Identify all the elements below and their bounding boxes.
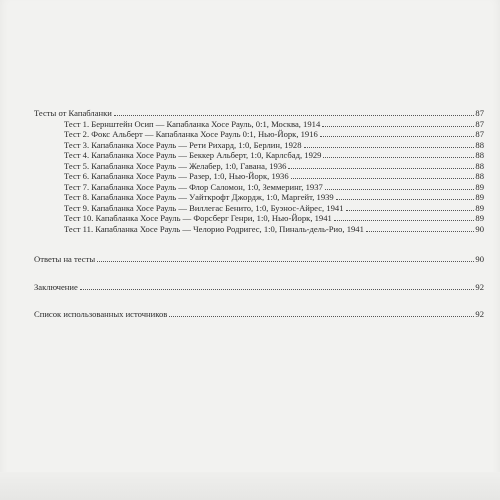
- toc-entry-page: 89: [475, 192, 484, 202]
- toc-entry-title: Тест 6. Капабланка Хосе Рауль — Разер, 1:0, Нью-Йорк, 1936: [64, 171, 289, 181]
- toc-entry-title: Тест 10. Капабланка Хосе Рауль — Форсберг Генри, 1:0, Нью-Йорк, 1941: [64, 213, 332, 223]
- toc-entry-page: 88: [475, 139, 484, 150]
- toc-entry-title: Заключение: [34, 281, 78, 292]
- toc-entry-page: 90: [475, 254, 484, 264]
- toc-entry-page: 89: [475, 213, 484, 223]
- toc-entry-page: 88: [475, 150, 484, 160]
- toc-entry-title: Тест 5. Капабланка Хосе Рауль — Желабер, 1:0, Гавана, 1936: [64, 160, 287, 171]
- toc-entry-title: Тест 1. Бернштейн Осип — Капабланка Хосе Рауль, 0:1, Москва, 1914: [64, 118, 321, 129]
- dot-leader: [114, 115, 475, 116]
- table-of-contents: [34, 108, 484, 320]
- toc-entry-sources: [34, 309, 484, 320]
- toc-entry-title: Тест 11. Капабланка Хосе Рауль — Челорио Родригес, 1:0, Пиналь-дель-Рио, 1941: [64, 223, 364, 234]
- dot-leader: [320, 136, 475, 137]
- toc-entry-page: 89: [475, 202, 484, 213]
- toc-entry-page: 87: [475, 129, 484, 139]
- dot-leader: [322, 126, 474, 127]
- toc-entry-page: 92: [475, 281, 484, 292]
- toc-entry-title: Тесты от Капабланки: [34, 108, 112, 118]
- toc-entry-title: Тест 7. Капабланка Хосе Рауль — Флор Саломон, 1:0, Земмеринг, 1937: [64, 181, 323, 192]
- toc-entry-page: 92: [475, 309, 484, 319]
- toc-entry-title: Список использованных источников: [34, 309, 168, 319]
- toc-entry-page: 87: [475, 118, 484, 129]
- toc-entry-conclusion: [34, 282, 484, 293]
- toc-entry-title: Тест 4. Капабланка Хосе Рауль — Беккер Альберт, 1:0, Карлсбад, 1929: [64, 150, 322, 160]
- dot-leader: [97, 261, 474, 262]
- toc-entry-test: [34, 161, 484, 172]
- toc-entry-title: Тест 9. Капабланка Хосе Рауль — Виллегас Бенито, 1:0, Буэнос-Айрес, 1941: [64, 202, 344, 213]
- spacer: [34, 265, 484, 282]
- toc-entry-page: 88: [475, 171, 484, 181]
- toc-entry-page: 87: [475, 108, 484, 118]
- toc-entry-title: Ответы на тесты: [34, 254, 96, 264]
- toc-entry-test: [34, 140, 484, 151]
- toc-entry-test: [34, 119, 484, 130]
- toc-entry-test: [34, 150, 484, 161]
- toc-entry-title: Тест 8. Капабланка Хосе Рауль — Уайткрофт Джордж, 1:0, Маргейт, 1939: [64, 192, 334, 202]
- dot-leader: [169, 316, 474, 317]
- dot-leader: [336, 199, 475, 200]
- page-edge-shadow: [0, 472, 500, 500]
- dot-leader: [323, 157, 474, 158]
- dot-leader: [80, 289, 475, 290]
- toc-entry-test: [34, 224, 484, 235]
- dot-leader: [334, 220, 475, 221]
- dot-leader: [304, 147, 475, 148]
- toc-entry-test: [34, 182, 484, 193]
- dot-leader: [291, 178, 475, 179]
- toc-entry-answers: [34, 254, 484, 265]
- dot-leader: [325, 189, 475, 190]
- spacer: [34, 292, 484, 309]
- toc-entry-test: [34, 129, 484, 140]
- dot-leader: [288, 168, 474, 169]
- toc-entry-section: [34, 108, 484, 119]
- toc-entry-test: [34, 213, 484, 224]
- dot-leader: [346, 210, 475, 211]
- toc-entry-page: 90: [475, 223, 484, 234]
- toc-entry-test: [34, 203, 484, 214]
- toc-entry-test: [34, 171, 484, 182]
- toc-entry-title: Тест 2. Фокс Альберт — Капабланка Хосе Рауль 0:1, Нью-Йорк, 1916: [64, 129, 318, 139]
- spacer: [34, 234, 484, 254]
- toc-entry-page: 89: [475, 181, 484, 192]
- toc-entry-title: Тест 3. Капабланка Хосе Рауль — Рети Рихард, 1:0, Берлин, 1928: [64, 139, 302, 150]
- toc-entry-test: [34, 192, 484, 203]
- toc-entry-page: 88: [475, 160, 484, 171]
- dot-leader: [366, 231, 475, 232]
